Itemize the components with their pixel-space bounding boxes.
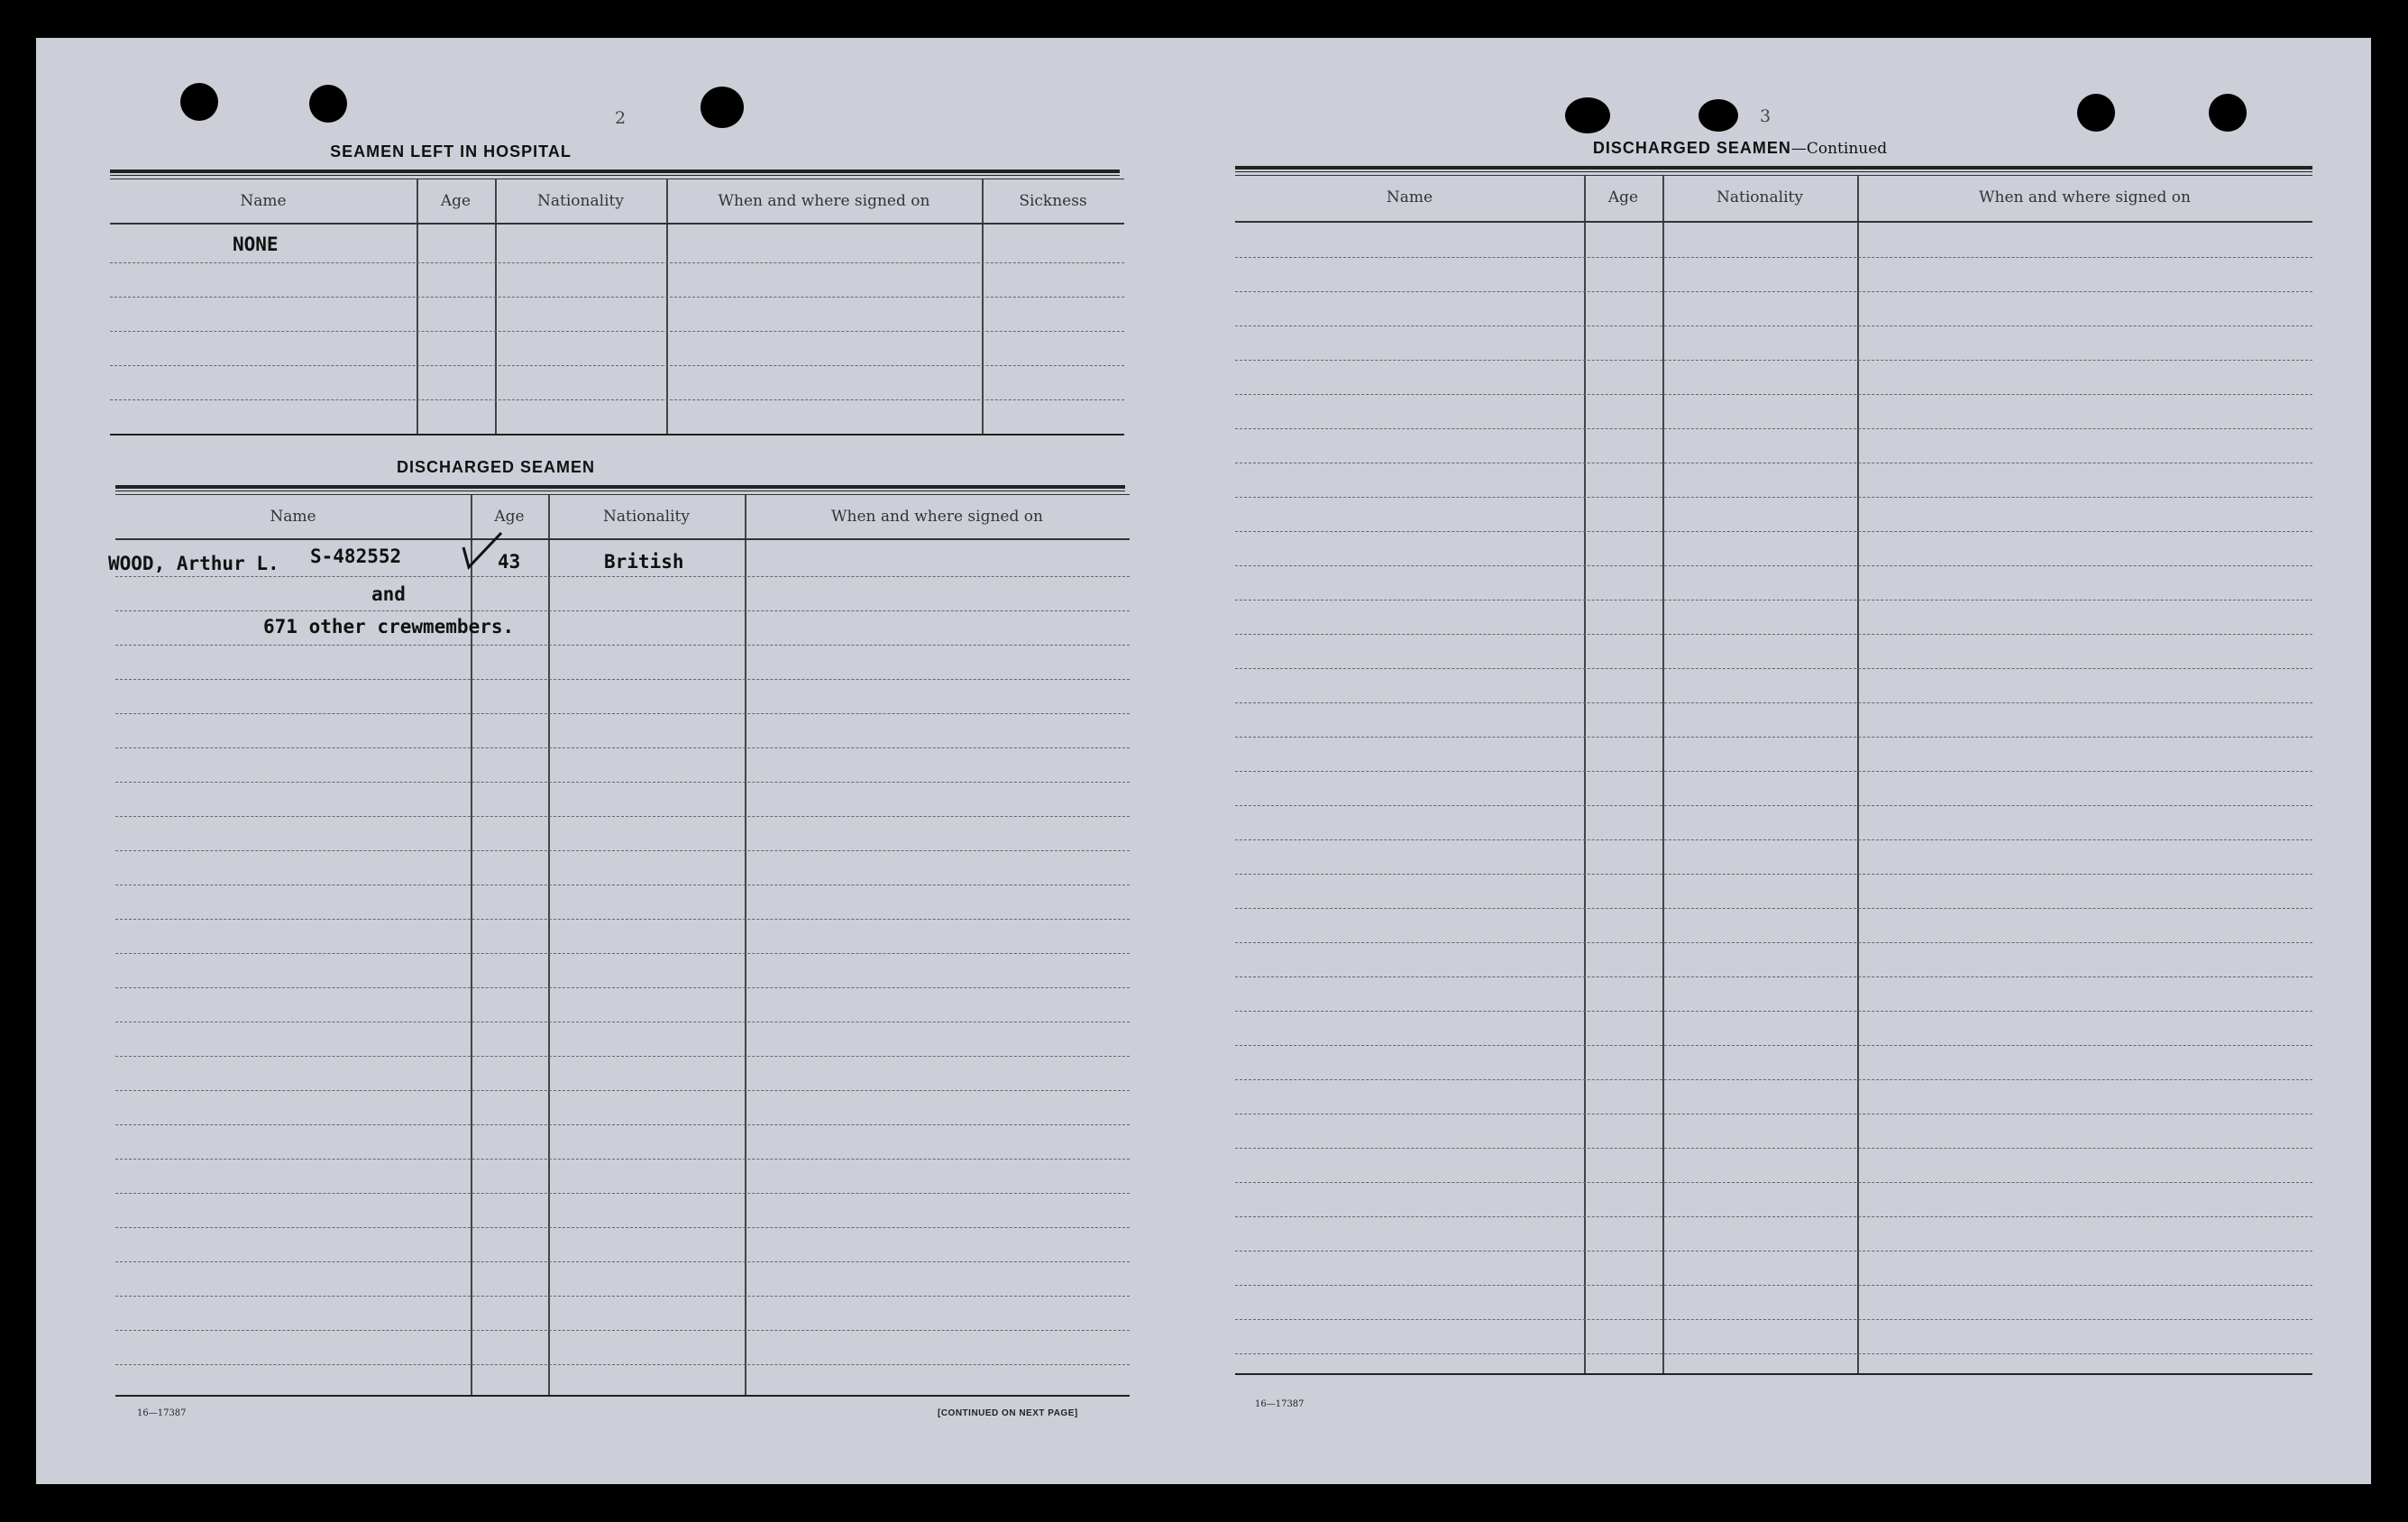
left-page	[36, 38, 1235, 1484]
column-divider	[1662, 176, 1664, 1373]
form-number: 16—17387	[1255, 1399, 1305, 1409]
document-sheet	[36, 38, 2371, 1484]
seaman-nationality: British	[604, 551, 684, 573]
column-header-signed-on: When and where signed on	[718, 192, 930, 210]
column-header-nationality: Nationality	[603, 508, 690, 526]
title-rule	[110, 170, 1120, 176]
column-divider	[666, 179, 668, 434]
row-rule	[110, 331, 1124, 332]
punch-hole	[180, 83, 218, 121]
column-header-sickness: Sickness	[1019, 192, 1087, 210]
punch-hole	[2077, 94, 2115, 132]
discharged-continued-title	[1515, 139, 1965, 158]
row-rule	[1235, 1079, 2312, 1080]
row-rule	[115, 1056, 1130, 1057]
column-divider	[495, 179, 497, 434]
column-divider	[417, 179, 418, 434]
row-rule	[115, 953, 1130, 954]
row-rule	[115, 919, 1130, 920]
row-rule	[1235, 360, 2312, 361]
punch-hole	[1565, 97, 1610, 133]
hospital-section-title: SEAMEN LEFT IN HOSPITAL	[330, 142, 572, 160]
row-rule	[115, 1193, 1130, 1194]
row-rule	[115, 850, 1130, 851]
column-divider	[745, 495, 746, 1395]
column-divider	[1857, 176, 1859, 1373]
column-header-age: Age	[1607, 188, 1639, 206]
row-rule	[115, 610, 1130, 611]
row-rule	[1235, 1011, 2312, 1012]
row-rule	[115, 1124, 1130, 1125]
row-rule	[1235, 1319, 2312, 1320]
header-rule	[1235, 221, 2312, 223]
column-divider	[1584, 176, 1586, 1373]
row-rule	[110, 399, 1124, 400]
row-rule	[115, 816, 1130, 817]
row-rule	[115, 747, 1130, 748]
page-number: 3	[1760, 106, 1772, 126]
row-rule	[1235, 771, 2312, 772]
row-rule	[1235, 805, 2312, 806]
row-rule	[1235, 634, 2312, 635]
row-rule	[1235, 1353, 2312, 1354]
row-rule	[115, 1330, 1130, 1331]
row-rule	[1235, 874, 2312, 875]
title-rule	[115, 485, 1125, 491]
row-rule	[1235, 702, 2312, 703]
row-rule	[1235, 531, 2312, 532]
row-rule	[1235, 1216, 2312, 1217]
row-rule	[115, 1296, 1130, 1297]
row-rule	[1235, 394, 2312, 395]
title-main: DISCHARGED SEAMEN	[1592, 139, 1791, 157]
row-rule	[115, 576, 1130, 577]
hospital-table	[110, 179, 1124, 436]
row-rule	[115, 1090, 1130, 1091]
column-header-name: Name	[240, 192, 287, 210]
continued-note: [CONTINUED ON NEXT PAGE]	[938, 1408, 1078, 1418]
continuation-text: and	[371, 583, 406, 605]
row-rule	[1235, 291, 2312, 292]
discharged-continued-table	[1235, 175, 2312, 1375]
row-rule	[110, 297, 1124, 298]
row-rule	[115, 1364, 1130, 1365]
column-header-signed-on: When and where signed on	[831, 508, 1043, 526]
punch-hole	[700, 87, 744, 128]
hospital-entry: NONE	[233, 234, 279, 255]
row-rule	[1235, 737, 2312, 738]
row-rule	[1235, 257, 2312, 258]
discharged-section-title: DISCHARGED SEAMEN	[396, 458, 596, 476]
punch-hole	[309, 85, 347, 123]
crew-count-text: 671 other crewmembers.	[263, 616, 515, 637]
row-rule	[1235, 1251, 2312, 1252]
row-rule	[115, 713, 1130, 714]
column-divider	[982, 179, 984, 434]
discharged-table	[108, 494, 1130, 1397]
title-rule	[1235, 166, 2312, 172]
right-page	[1235, 38, 2371, 1484]
column-header-nationality: Nationality	[537, 192, 624, 210]
row-rule	[1235, 497, 2312, 498]
header-rule	[115, 538, 1130, 540]
row-rule	[1235, 428, 2312, 429]
row-rule	[1235, 1148, 2312, 1149]
row-rule	[1235, 1285, 2312, 1286]
row-rule	[1235, 976, 2312, 977]
seaman-id: S-482552	[310, 546, 402, 567]
row-rule	[1235, 1182, 2312, 1183]
title-suffix: —Continued	[1790, 140, 1888, 158]
row-rule	[1235, 668, 2312, 669]
column-header-nationality: Nationality	[1717, 188, 1803, 206]
column-divider	[548, 495, 550, 1395]
row-rule	[1235, 942, 2312, 943]
row-rule	[115, 645, 1130, 646]
column-header-signed-on: When and where signed on	[1979, 188, 2191, 206]
column-header-name: Name	[270, 508, 316, 526]
row-rule	[1235, 1045, 2312, 1046]
row-rule	[115, 1261, 1130, 1262]
punch-hole	[1698, 99, 1738, 132]
row-rule	[110, 262, 1124, 263]
punch-hole	[2209, 94, 2247, 132]
row-rule	[1235, 600, 2312, 601]
seaman-age: 43	[498, 551, 521, 573]
row-rule	[115, 987, 1130, 988]
form-number: 16—17387	[137, 1408, 187, 1418]
page-number: 2	[615, 108, 627, 128]
row-rule	[110, 365, 1124, 366]
row-rule	[115, 1227, 1130, 1228]
column-header-name: Name	[1386, 188, 1433, 206]
row-rule	[115, 782, 1130, 783]
row-rule	[1235, 325, 2312, 326]
row-rule	[115, 679, 1130, 680]
row-rule	[1235, 565, 2312, 566]
column-header-age: Age	[440, 192, 472, 210]
header-rule	[110, 223, 1124, 225]
seaman-name: WOOD, Arthur L.	[108, 553, 279, 574]
row-rule	[115, 1159, 1130, 1160]
row-rule	[1235, 839, 2312, 840]
column-header-age: Age	[494, 508, 525, 526]
row-rule	[1235, 908, 2312, 909]
